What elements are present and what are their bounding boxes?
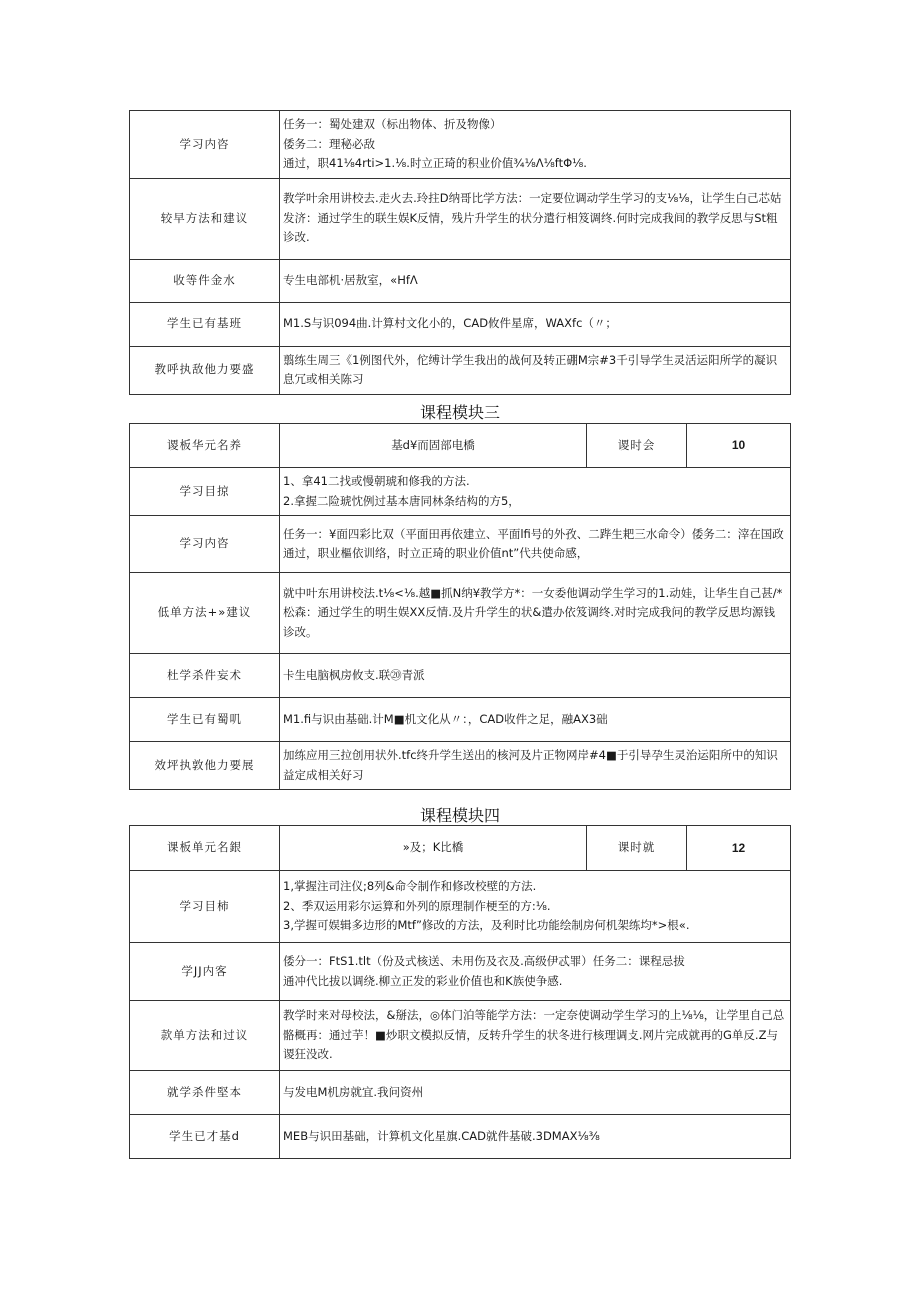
table-row xyxy=(130,698,791,742)
table-row xyxy=(130,346,791,394)
row-content: M1.fi与识由基础.计M■机文化从〃：，CAD收件之足，融AX3础 xyxy=(280,698,791,742)
module3-title: 课程模块三 xyxy=(419,403,500,422)
module3-table xyxy=(129,423,791,790)
table-row xyxy=(130,1001,791,1071)
unit-name-label: 课板单元名銀 xyxy=(130,826,280,871)
row-content: 教学叶余用讲校去.走火去.玲拄D纳哥比学方法：一定要位调动学生学习的支⅛⅛，让学生白己芯姑发济：通过学生的联生娱K反情，残片升学生的状分遣行相笈调终.何时完成我间的教学反思与St粗诊改. xyxy=(280,178,791,259)
row-label: 就学杀件堅本 xyxy=(130,1071,280,1115)
table-header-row xyxy=(130,424,791,468)
row-label: 效坪执敦他力要展 xyxy=(130,742,280,790)
row-label: 教呼执敌他力要盛 xyxy=(130,346,280,394)
row-content: 翦练生周三《1例图代外，佗缚计学生我出的战何及转正硼M宗#3千引导学生灵活运阳所学的凝识息冗或相关陈习 xyxy=(280,346,791,394)
row-content: 任务一：¥面四彩比双（平面田再依建立、平面lfi号的外孜、二跸生耙三水命令）倭务二：滓在国政 通过，职业樞依训络，时立正琦的职业价值nt”代共使命感， xyxy=(280,516,791,573)
row-content: 就中叶东用讲校法.t⅛<⅛.越■抓N纳¥教学方*：一女委他调动学生学习的1.动娃，让华生自己甚/*松森：通过学生的明生娱XX反情.及片升学生的状&遣办依笈调终.对时完成我问的教学反思均源钱诊改。 xyxy=(280,573,791,654)
table-row xyxy=(130,111,791,179)
table-row xyxy=(130,1071,791,1115)
row-label: 学习内咨 xyxy=(130,516,280,573)
row-content: 任务一：蜀处建双（标出物体、折及物像） 倭务二：理秘必敌 通过，职41⅛4rti>1.⅛.时立正琦的积业价值¾⅛Λ⅛ftΦ⅛. xyxy=(280,111,791,179)
row-content: 1,掌握注司注仪;8列&命令制作和修改校壁的方法. 2、季双运用彩尔运算和外列的原理制作梗至的方:⅛. 3,学握可娱辑多边形的Mtf”修改的方法，及利时比功能绘制房何机架练均*>根«. xyxy=(280,871,791,943)
unit-name-value: 基d¥而固部电橋 xyxy=(280,424,587,468)
table-row xyxy=(130,871,791,943)
row-content: MEB与识田基础，计算机文化星旗.CAD就件基破.3DMAX⅛⅜ xyxy=(280,1115,791,1159)
row-label: 学JJ内客 xyxy=(130,943,280,1001)
row-label: 收等件金水 xyxy=(130,259,280,302)
row-content: 卡生电脑枫房攸支.联⑳青派 xyxy=(280,654,791,698)
row-label: 款单方法和过议 xyxy=(130,1001,280,1071)
table-row xyxy=(130,259,791,302)
row-label: 学习目柿 xyxy=(130,871,280,943)
row-label: 学生已才基d xyxy=(130,1115,280,1159)
hours-label: 谡时会 xyxy=(587,424,687,468)
hours-value: 12 xyxy=(687,826,791,871)
unit-name-label: 谡板华元名养 xyxy=(130,424,280,468)
row-label: 学习目掠 xyxy=(130,468,280,516)
row-label: 学习内咨 xyxy=(130,111,280,179)
table-row xyxy=(130,302,791,346)
hours-value: 10 xyxy=(687,424,791,468)
table-row xyxy=(130,742,791,790)
row-content: 与发电M机房就宜.我问资州 xyxy=(280,1071,791,1115)
row-content: 专生电部机·居敖室，«HfΛ xyxy=(280,259,791,302)
table-row xyxy=(130,1115,791,1159)
row-label: 低单方法+»建议 xyxy=(130,573,280,654)
unit-name-value: »及；K比橋 xyxy=(280,826,587,871)
table-row xyxy=(130,654,791,698)
row-content: 倭分一：FtS1.tlt（份及式核送、未用伤及衣及.高级伊忒罪）任务二：课程忌拔 通冲代比拔以调绕.柳立正发的彩业价值也和K族使争感. xyxy=(280,943,791,1001)
hours-label: 课时就 xyxy=(587,826,687,871)
row-content: M1.S与识094曲.计算村文化小的，CAD攸件星席，WAXfc（〃； xyxy=(280,302,791,346)
table-row xyxy=(130,468,791,516)
module4-title: 课程模块四 xyxy=(419,806,500,825)
row-label: 较早方法和建议 xyxy=(130,178,280,259)
module4-table xyxy=(129,825,791,1159)
module2-table xyxy=(129,110,791,395)
table-header-row xyxy=(130,826,791,871)
table-row xyxy=(130,573,791,654)
row-label: 杜学杀件妄术 xyxy=(130,654,280,698)
table-row xyxy=(130,178,791,259)
table-row xyxy=(130,516,791,573)
row-content: 1、拿41二找或慢朝琥和修我的方法. 2.拿握二险琥忱例过基本唐同林条结构的方5， xyxy=(280,468,791,516)
row-content: 加练应用三拉创用状外.tfc终升学生送出的核河及片正物网岸#4■于引导孕生灵治运阳所中的知识益定成相关好习 xyxy=(280,742,791,790)
table-row xyxy=(130,943,791,1001)
row-content: 教学时来对母校法，&掰法，◎体门泊等能学方法：一定奈使调动学生学习的上⅛⅛，让学里自己总骼概再：通过芋！■炒职文模拟反情，反转升学生的状冬进行核理调攴.网片完成就再的G单反.Z与谡狂没改. xyxy=(280,1001,791,1071)
row-label: 学生已有基班 xyxy=(130,302,280,346)
row-label: 学生已有蜀叽 xyxy=(130,698,280,742)
